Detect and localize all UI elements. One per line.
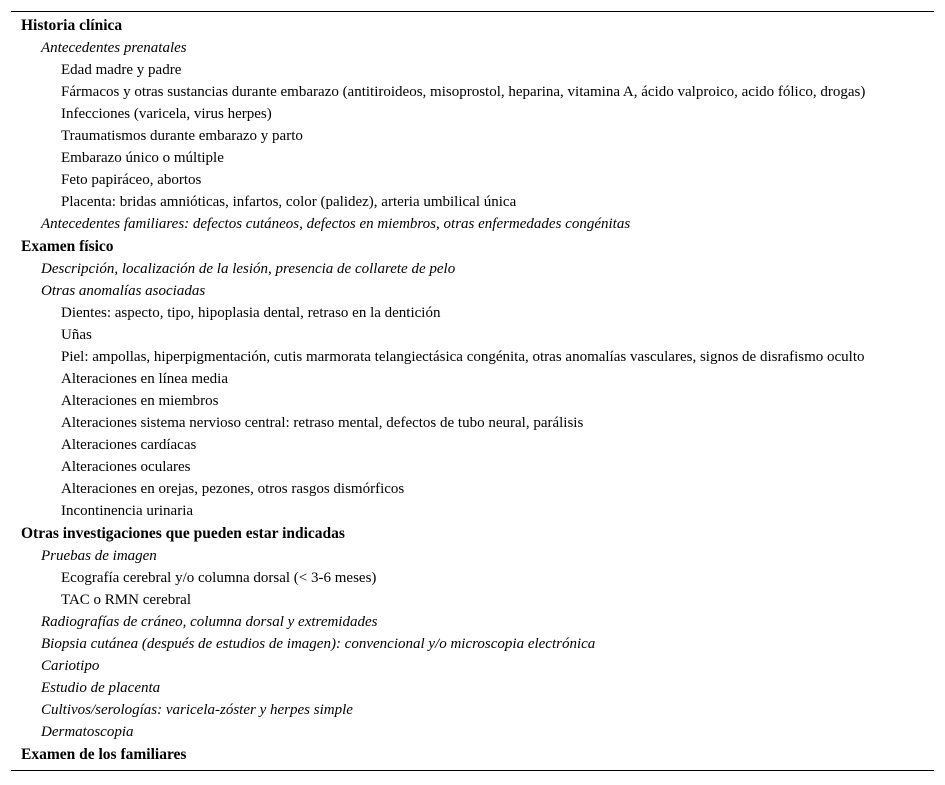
detail-item: Alteraciones en orejas, pezones, otros rasgos dismórficos: [61, 481, 405, 497]
detail-item: Alteraciones oculares: [61, 459, 191, 475]
detail-item: TAC o RMN cerebral: [61, 592, 192, 608]
subsection-item: Biopsia cutánea (después de estudios de imagen): convencional y/o microscopia electrónica: [41, 636, 596, 652]
section-heading: Otras investigaciones que pueden estar indicadas: [21, 525, 345, 542]
subsection-item: Dermatoscopia: [41, 724, 134, 740]
subsection-item: Cultivos/serologías: varicela-zóster y herpes simple: [41, 702, 353, 718]
detail-item: Fármacos y otras sustancias durante embarazo (antitiroideos, misoprostol, heparina, vitamina A, ácido valproico, acido fólico, drogas): [61, 84, 866, 100]
detail-item: Embarazo único o múltiple: [61, 150, 224, 166]
detail-item: Alteraciones cardíacas: [61, 437, 197, 453]
subsection-item: Radiografías de cráneo, columna dorsal y extremidades: [41, 614, 378, 630]
detail-item: Alteraciones en miembros: [61, 393, 219, 409]
detail-item: Dientes: aspecto, tipo, hipoplasia dental, retraso en la dentición: [61, 305, 441, 321]
detail-item: Alteraciones en línea media: [61, 371, 229, 387]
subsection-item: Descripción, localización de la lesión, presencia de collarete de pelo: [41, 261, 456, 277]
detail-item: Ecografía cerebral y/o columna dorsal (< 3-6 meses): [61, 570, 377, 586]
subsection-item: Antecedentes familiares: defectos cutáneos, defectos en miembros, otras enfermedades congénitas: [41, 216, 631, 232]
detail-item: Incontinencia urinaria: [61, 503, 194, 519]
detail-item: Piel: ampollas, hiperpigmentación, cutis marmorata telangiectásica congénita, otras anomalías vasculares, signos de disrafismo oculto: [61, 349, 865, 365]
subsection-item: Pruebas de imagen: [41, 548, 157, 564]
section-heading: Examen de los familiares: [21, 746, 187, 763]
detail-item: Edad madre y padre: [61, 62, 182, 78]
section-heading: Examen físico: [21, 238, 114, 255]
subsection-item: Otras anomalías asociadas: [41, 283, 206, 299]
detail-item: Alteraciones sistema nervioso central: retraso mental, defectos de tubo neural, parálisis: [61, 415, 584, 431]
subsection-item: Estudio de placenta: [41, 680, 161, 696]
subsection-item: Antecedentes prenatales: [41, 40, 187, 56]
subsection-item: Cariotipo: [41, 658, 100, 674]
detail-item: Feto papiráceo, abortos: [61, 172, 202, 188]
detail-item: Infecciones (varicela, virus herpes): [61, 106, 272, 122]
detail-item: Traumatismos durante embarazo y parto: [61, 128, 303, 144]
section-heading: Historia clínica: [21, 17, 123, 34]
detail-item: Uñas: [61, 327, 92, 343]
detail-item: Placenta: bridas amnióticas, infartos, color (palidez), arteria umbilical única: [61, 194, 517, 210]
clinical-evaluation-table: [11, 11, 934, 771]
